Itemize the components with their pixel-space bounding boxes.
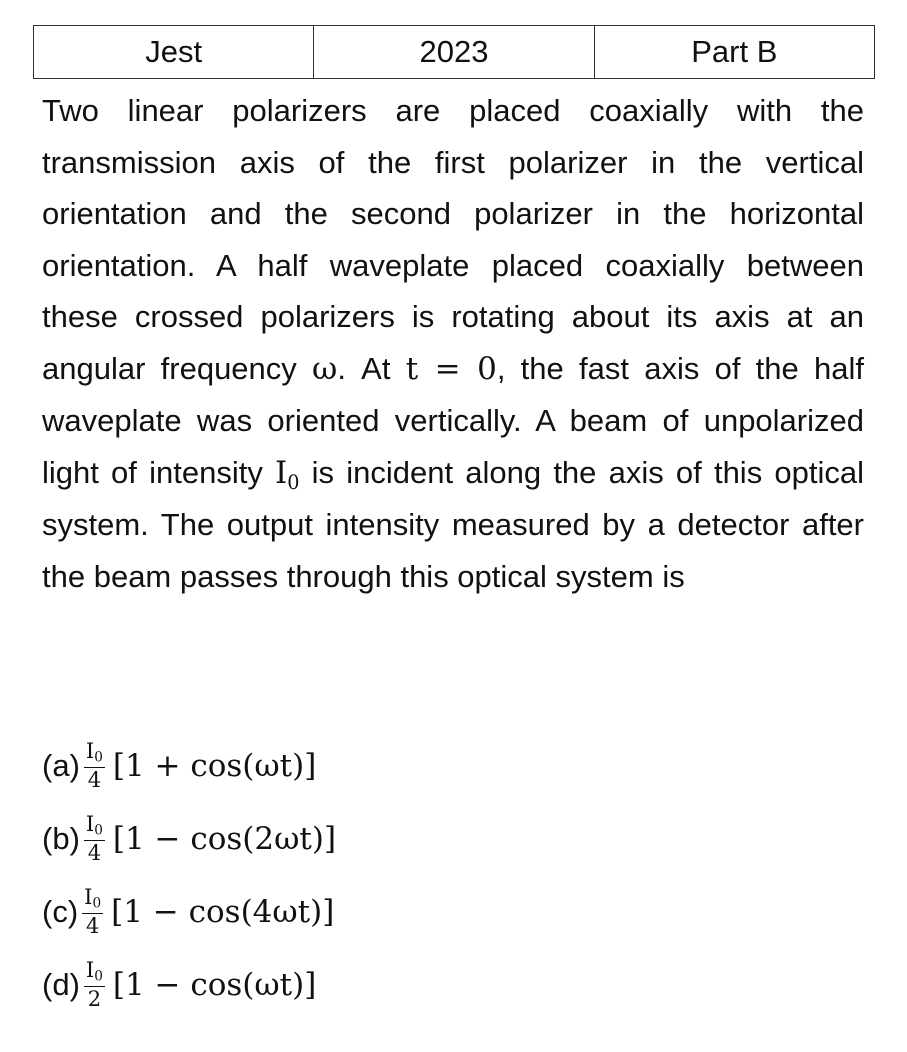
option-d-fraction [84,957,105,1012]
time-zero-expression: t = 0 [405,350,497,387]
header-table [33,25,875,79]
option-a-numerator: I0 [84,741,105,768]
option-d-denominator: 2 [87,987,102,1012]
option-b-numerator: I0 [84,814,105,841]
option-d-expression: [1 − cos(ωt)] [112,967,317,1003]
header-cell-exam: Jest [34,26,314,79]
option-a-denominator: 4 [87,768,102,793]
option-b[interactable] [42,804,336,874]
header-cell-year: 2023 [314,26,594,79]
option-a-label: (a) [42,748,80,783]
option-c-fraction [82,884,103,939]
option-c-denominator: 4 [85,914,100,939]
option-c-numerator: I0 [82,887,103,914]
question-text-part-2: . At [337,350,406,386]
option-b-label: (b) [42,821,80,856]
option-c-label: (c) [42,894,79,929]
option-a[interactable] [42,731,316,801]
option-c[interactable] [42,877,334,947]
option-d-numerator: I0 [84,960,105,987]
header-row [34,26,875,79]
option-b-expression: [1 − cos(2ωt)] [112,821,337,857]
question-text-part-4: is incident along the axis of this optical system. The output intensity measured by a detector after the beam passes through this optical system is [42,454,864,594]
option-c-expression: [1 − cos(4ωt)] [111,894,335,930]
intensity-symbol: $I_0$ [275,454,300,494]
header-cell-part: Part B [594,26,874,79]
option-a-fraction [84,738,105,793]
omega-symbol: ω [312,350,338,387]
option-d-label: (d) [42,967,80,1002]
option-b-denominator: 4 [87,841,102,866]
question-text-part-3: , the fast axis of the half waveplate was oriented vertically. A beam of unpolarized light of intensity [42,350,864,490]
question-text-part-1: Two linear polarizers are placed coaxially with the transmission axis of the first polarizer in the vertical orientation and the second polarizer in the horizontal orientation. A half waveplate placed coaxially between these crossed polarizers is rotating about its axis at an angular frequency [42,93,864,386]
intensity-subscript: 0 [287,470,300,494]
option-a-expression: [1 + cos(ωt)] [112,748,317,784]
option-d[interactable] [42,950,316,1020]
option-b-fraction [84,811,105,866]
question-text [42,85,864,602]
